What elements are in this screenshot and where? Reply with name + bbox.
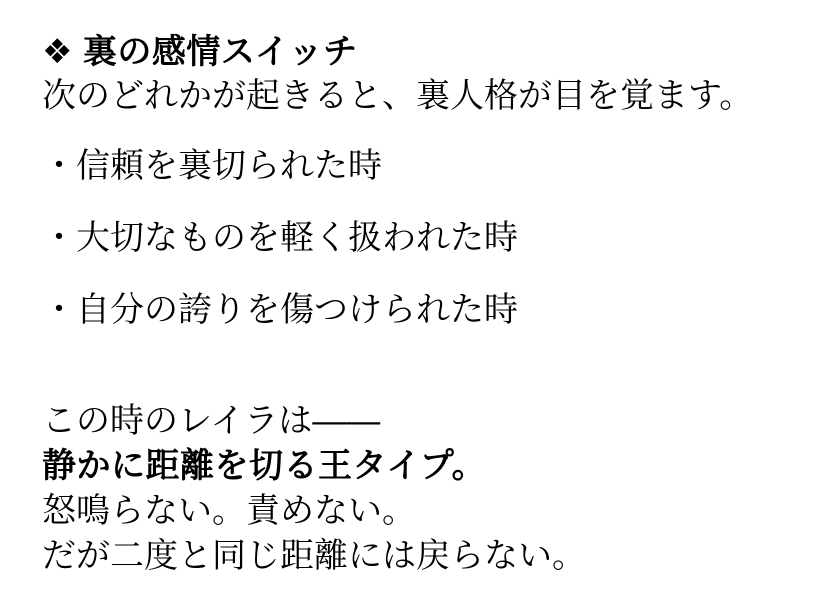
closing-paragraph: [42, 399, 812, 579]
closing-line-type: 静かに距離を切る王タイプ。: [42, 447, 487, 485]
bullet-item: ・信頼を裏切られた時: [42, 147, 382, 185]
bullet-list: [42, 144, 812, 332]
section-heading: ❖ 裏の感情スイッチ: [42, 33, 358, 71]
intro-line: 次のどれかが起きると、裏人格が目を覚ます。: [42, 77, 754, 115]
closing-line-behavior: 怒鳴らない。責めない。: [42, 492, 416, 530]
bullet-item: ・自分の誇りを傷つけられた時: [42, 291, 518, 329]
closing-line-intro: この時のレイラは――: [42, 402, 381, 440]
bullet-item: ・大切なものを軽く扱われた時: [42, 219, 518, 257]
closing-line-consequence: だが二度と同じ距離には戻らない。: [42, 537, 586, 575]
